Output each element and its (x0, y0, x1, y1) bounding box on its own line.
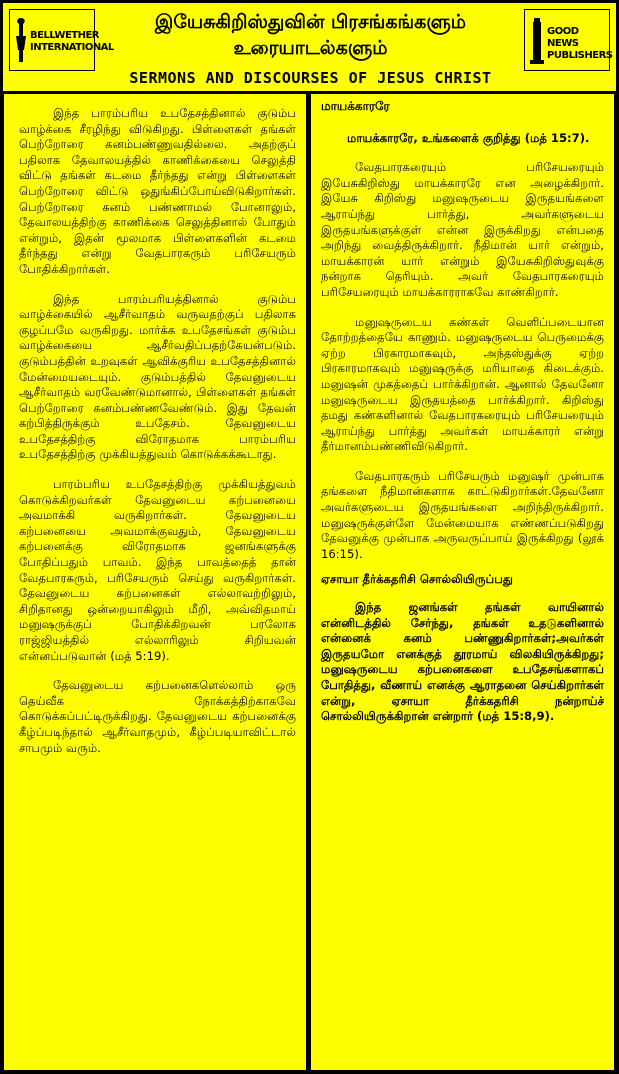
title-line1: இயேசுகிறிஸ்துவின் பிரசங்கங்களும் (154, 11, 467, 33)
paragraph: இந்த பாரம்பரிய உபதேசத்தினால் குடும்ப வாழ்க்கை சீரழிந்து விடுகிறது. பிள்ளைகள் தங்கள் பெற்றோரை கனம்பண்ணுவதில்லை. அதற்குப் பதிலாக தேவாலயத்தில் காணிக்கையை செலுத்தி விட்டு தங்கள் கடமை தீர்ந்தது என்று பிள்ளைகள் பெற்றோரை விட்டு ஒதுங்கிப்போய்விடுகிறார்கள். பெற்றோரை கனம் பண்ணாமல் போனாலும், தேவாலயத்திற்கு காணிக்கை செலுத்தினால் போதும் என்றும், இதன் மூலமாக பிள்ளைகளின் கடமை தீர்ந்தது என்று வேதபாரகரும் பரிசேயரும் போதிக்கிறார்கள். (19, 106, 296, 276)
logo-right-text: GOOD NEWS PUBLISHERS (547, 26, 613, 61)
paragraph: வேதபாரகரும் பரிசேயரும் மனுஷர் முன்பாக தங்களை நீதிமான்களாக காட்டுகிறார்கள்.தேவனோ அவர்களுடைய இருதயங்களை அறிந்திருக்கிறார். மனுஷருக்குள்ளே மேன்மையாக எண்ணப்படுகிறது தேவனுக்கு முன்பாக அருவருப்பாய் இருக்கிறது (லூக் 16:15). (321, 468, 604, 561)
left-column (4, 94, 306, 1070)
english-title: SERMONS AND DISCOURSES OF JESUS CHRIST (129, 69, 492, 87)
bellwether-logo (9, 9, 114, 71)
title-line2: உரையாடல்களும் (233, 37, 388, 59)
section-title: மாயக்காரரே (321, 99, 390, 113)
paragraph: வேதபாரகரையும் பரிசேயரையும் இயேசுகிறிஸ்து மாயக்காரரே என அழைக்கிறார். இயேசு கிறிஸ்து மனுஷருடைய இருதயங்களை ஆராய்ந்து பார்த்து, அவர்களுடைய இருதயங்களுக்குள் என்ன இருக்கிறது என்பதை அறிந்து வைத்திருக்கிறார். நீதிமான் யார் என்றும், மாயக்காரன் யார் என்றும் இயேசுகிறிஸ்துவுக்கு நன்றாக தெரியும். அவர் வேதபாரகரையும் பரிசேயரையும் மாயக்காரராகவே காண்கிறார். (321, 160, 604, 299)
section2-title: ஏசாயா தீர்க்கதரிசி சொல்லியிருப்பது (321, 572, 513, 587)
paragraph: தேவனுடைய கற்பனைகளெல்லாம் ஒரு தெய்வீக நோக்கத்திற்காகவே கொடுக்கப்பட்டிருக்கிறது. தேவனுடைய கற்பனைக்கு கீழ்ப்படிந்தால் ஆசீர்வாதமும், கீழ்ப்படியாவிட்டால் சாபமும் வரும். (19, 678, 296, 755)
quote-paragraph: இந்த ஜனங்கள் தங்கள் வாயினால் என்னிடத்தில் சேர்ந்து, தங்கள் உதடுகளினால் என்னைக் கனம் பண்ணுகிறார்கள்;அவர்கள் இருதயமோ எனக்குத் தூரமாய் விலகியிருக்கிறது; மனுஷருடைய கற்பனைகளை உபதேசங்களாகப் போதித்து, வீணாய் எனக்கு ஆராதனை செய்கிறார்கள் என்று, ஏசாயா தீர்க்கதரிசி நன்றாய்ச் சொல்லியிருக்கிறான் என்றார் (மத் 15:8,9). (321, 600, 604, 724)
logo-left-text: BELLWETHER INTERNATIONAL (30, 30, 114, 53)
paragraph: பாரம்பரிய உபதேசத்திற்கு முக்கியத்துவம் கொடுக்கிறவர்கள் தேவனுடைய கற்பனையை அவமாக்கி வருகிறார்கள். தேவனுடைய கற்பனையை அவமாக்குவதும், தேவனுடைய கற்பனைக்கு விரோதமாக ஜனங்களுக்கு போதிப்பதும் பாவம். இந்த பாவத்தைத் தான் வேதபாரகரும், பரிசேயரும் செய்து வருகிறார்கள். தேவனுடைய கற்பனைகள் எல்லாவற்றிலும், சிறிதானது ஒன்றையாகிலும் மீறி, அவ்விதமாய் மனுஷருக்குப் போதிக்கிறவன் பரலோக ராஜ்ஜியத்தில் எல்லாரிலும் சிறியவன் என்னப்படுவான் (மத் 5:19). (19, 477, 296, 663)
section-subtitle: மாயக்காரரே, உங்களைக் குறித்து (மத் 15:7). (347, 130, 590, 145)
paragraph: மனுஷருடைய கண்கள் வெளிப்படையான தோற்றத்தையே காணும். மனுஷருடைய பெருமைக்கு ஏற்ற பிரகாரமாகவும், அந்தஸ்துக்கு ஏற்ற பிரகாரமாகவும் மனுஷருக்கு மரியாதை கிடைக்கும். மனுஷன் முகத்தைப் பார்க்கிறான். ஆனால் தேவனோ மனுஷருடைய இருதயத்தை பார்க்கிறார். கிறிஸ்து தமது கண்களினால் வேதபாரகரையும் பரிசேயரையும் ஆராய்ந்து பார்த்து அவர்கள் மாயக்காரர் என்று தீர்மானம்பண்ணிவிடுகிறார். (321, 314, 604, 454)
shepherd-icon (14, 16, 28, 64)
tower-icon (529, 16, 545, 66)
right-column (311, 94, 614, 1070)
page-title (103, 9, 518, 61)
good-news-logo (524, 9, 613, 71)
header (3, 3, 616, 91)
paragraph: இந்த பாரம்பரியத்தினால் குடும்ப வாழ்க்கையில் ஆசீர்வாதம் வருவதற்குப் பதிலாக குழப்பமே வருகிறது. மார்க்க உபதேசங்கள் குடும்ப வாழ்க்கையை ஆசீர்வதிப்பதற்கேயன்படும். குடும்பத்தின் உறவுகள் ஆவிக்குரிய உபதேசத்தினால் மேன்மையடையும். குடும்பத்தில் தேவனுடைய ஆசீர்வாதம் வரவேண்டுமானால், பிள்ளைகள் தங்கள் பெற்றோரை கனம்பண்ணவேண்டும். இது தேவன் கற்பித்திருக்கும் உபதேசம். தேவனுடைய உபதேசத்திற்கு விரோதமாக பாரம்பரிய உபதேசத்திற்கு முக்கியத்துவம் கொடுக்கக்கூடாது. (19, 291, 296, 462)
